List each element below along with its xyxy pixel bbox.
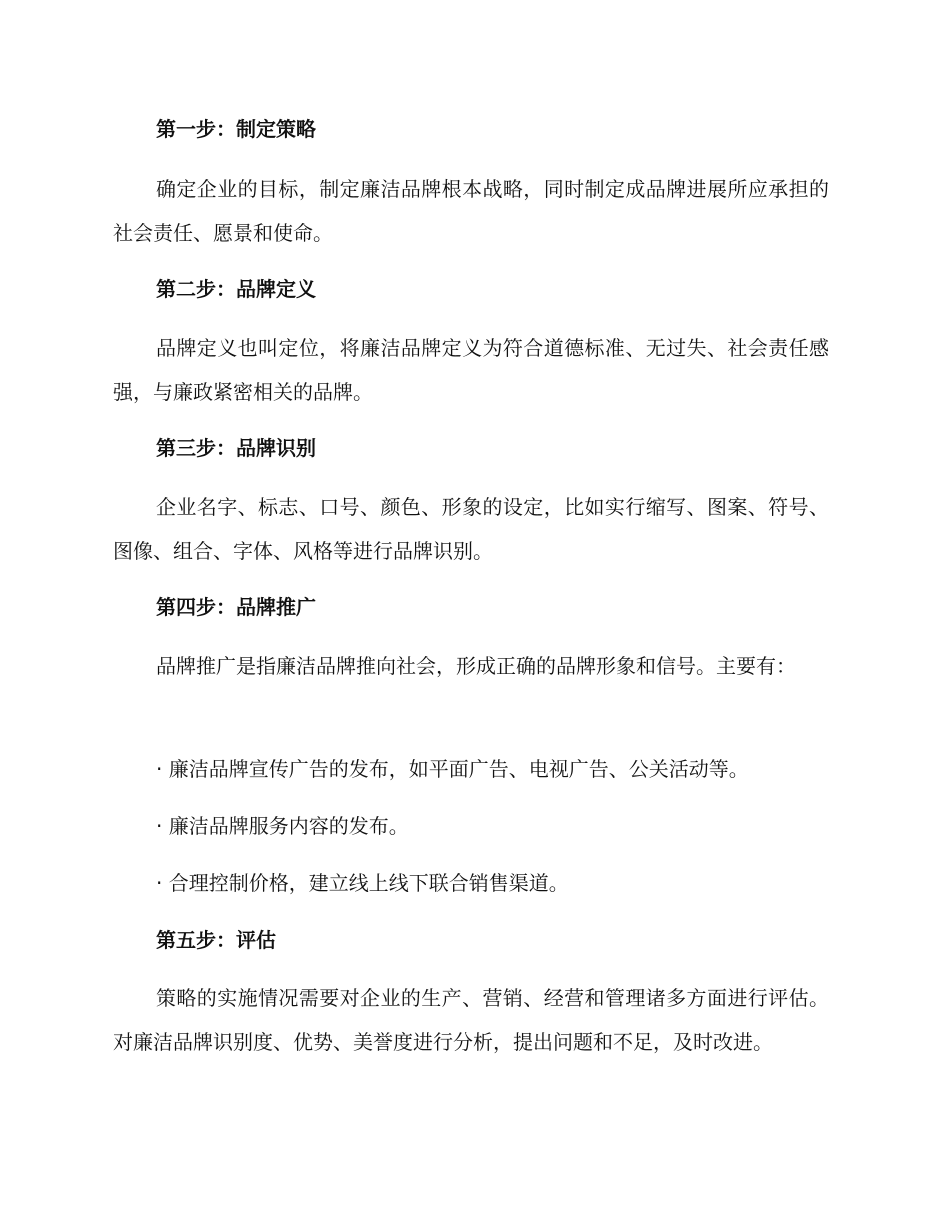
- section-2-heading: 第二步：品牌定义: [156, 277, 316, 301]
- section-1-heading: 第一步：制定策略: [156, 117, 316, 141]
- section-3-paragraph: 企业名字、标志、口号、颜色、形象的设定，比如实行缩写、图案、符号、图像、组合、字体、风格等进行品牌识别。: [113, 495, 829, 563]
- section-2-paragraph: 品牌定义也叫定位，将廉洁品牌定义为符合道德标准、无过失、社会责任感强，与廉政紧密相关的品牌。: [113, 336, 829, 404]
- section-4-heading: 第四步：品牌推广: [156, 595, 316, 619]
- section-3-heading: 第三步：品牌识别: [156, 436, 316, 460]
- section-1-paragraph: 确定企业的目标，制定廉洁品牌根本战略，同时制定成品牌进展所应承担的社会责任、愿景和使命。: [113, 177, 829, 245]
- section-5-heading: 第五步：评估: [156, 928, 276, 952]
- list-item-price-control: · 合理控制价格，建立线上线下联合销售渠道。: [156, 871, 569, 895]
- list-item-service-release: · 廉洁品牌服务内容的发布。: [156, 814, 409, 838]
- section-5-paragraph: 策略的实施情况需要对企业的生产、营销、经营和管理诸多方面进行评估。对廉洁品牌识别度、优势、美誉度进行分析，提出问题和不足，及时改进。: [113, 986, 829, 1054]
- list-item-ad-release: · 廉洁品牌宣传广告的发布，如平面广告、电视广告、公关活动等。: [156, 757, 749, 781]
- section-4-paragraph: 品牌推广是指廉洁品牌推向社会，形成正确的品牌形象和信号。主要有：: [156, 654, 796, 678]
